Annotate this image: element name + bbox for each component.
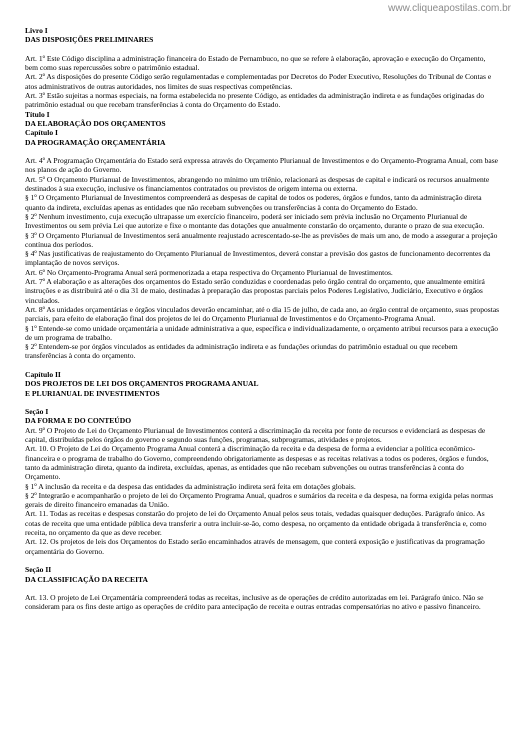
section-heading: DAS DISPOSIÇÕES PRELIMINARES [25,35,154,45]
article-paragraph: § 3º O Orçamento Plurianual de Investimentos será anualmente reajustado acrescentado-se-lhe as previsões de mais um ano, de modo a assegurar a projeção contínua dos períodos. [25,230,498,249]
section-heading: Seção I [25,407,49,417]
article-paragraph: Art. 4º A Programação Orçamentária do Estado será expressa através do Orçamento Plurianual de Investimentos e do Orçamento-Programa Anual, com base nos planos de ação do Governo. [25,156,499,175]
section-heading: Capítulo I [25,128,58,138]
paragraph-spacer [25,45,500,54]
article-paragraph: § 2º Integrarão e acompanharão o projeto de lei do Orçamento Programa Anual, quadros e sumários da receita e da despesa, na forma exigida pelas normas gerais de direito financeiro emanadas da União. [25,490,494,510]
section-heading: Livro I [25,26,48,35]
site-watermark: www.cliqueapostilas.com.br [388,3,511,14]
article-paragraph: § 4º Nas justificativas de reajustamento do Orçamento Plurianual de Investimentos, deverá constar a previsão dos gastos de funcionamento decorrentes da implantação de novos serviços. [25,249,491,268]
paragraph-spacer [25,584,500,593]
article-paragraph: Art. 6º No Orçamento-Programa Anual será pormenorizada a etapa respectiva do Orçamento Plurianual de Investimentos. [25,267,393,277]
article-paragraph: Art. 13. O projeto de Lei Orçamentária compreenderá todas as receitas, inclusive as de operações de crédito autorizadas em lei. Parágrafo único. Não se consideram para os fins deste artigo as operações de crédito para antecipação de receita e outras entradas compensatórias no ativo e passivo financeiro. [25,593,484,612]
article-paragraph: § 1º O Orçamento Plurianual de Investimentos compreenderá as despesas de capital de todos os poderes, órgãos e fundos, tanto da administração direta quanto da indireta, excluídas apenas as entidades que não recebam subvenções ou transferências à conta do Orçamento do Estado. [25,193,482,212]
section-heading: DA PROGRAMAÇÃO ORÇAMENTÁRIA [25,137,166,147]
section-heading: Capítulo II [25,369,61,379]
article-paragraph: Art. 8º As unidades orçamentárias e órgãos vinculados deverão encaminhar, até o dia 15 de julho, de cada ano, ao órgão central de orçamento, suas propostas parciais, para efeito de elaboração final dos projetos de lei do Orçamento Plurianual de Investimentos e do Orçamento-Programa Anual. [25,304,500,324]
article-paragraph: Art. 10. O Projeto de Lei do Orçamento Programa Anual conterá a discriminação da receita e da despesa de forma a evidenciar a política econômico-financeira e o programa de trabalho do Governo, compreendendo obrigatoriamente as despesas e as receitas relativas a todos os poderes, órgãos e fundos, tanto da administração direta, quanto da indireta, excluídas, apenas, as entidades que não recebam subvenções ou outras transferências à conta do Orçamento. [25,444,489,482]
article-paragraph: Art. 12. Os projetos de leis dos Orçamentos do Estado serão encaminhados através de mensagem, que conterá exposição e justificativas da programação orçamentária do Governo. [25,537,485,556]
section-heading: DA CLASSIFICAÇÃO DA RECEITA [25,574,148,584]
paragraph-spacer [25,361,500,370]
article-paragraph: Art. 9º O Projeto de Lei do Orçamento Plurianual de Investimentos conterá a discriminação da receita por fonte de recursos e evidenciará as despesas de capital, distribuídas pelos órgãos do governo e segundo suas funções, programas, subprogramas, atividades e projetos. [25,425,486,445]
section-heading: DA FORMA E DO CONTEÚDO [25,416,132,426]
section-heading: Título I [25,109,50,119]
paragraph-spacer [25,556,500,565]
article-paragraph: Art. 1º Este Código disciplina a administração financeira do Estado de Pernambuco, no que se refere à elaboração, aprovação e execução do Orçamento, bem como suas repercussões sobre o patrimônio estadual. [25,53,486,73]
paragraph-spacer [25,398,500,407]
article-paragraph: Art. 3º Estão sujeitas a normas especiais, na forma estabelecida no presente Código, as entidades da administração indireta e as fundações originadas do patrimônio estadual ou que recebam transferências à conta do Orçamento do Estado. [25,91,484,110]
section-heading: DOS PROJETOS DE LEI DOS ORÇAMENTOS PROGRAMA ANUAL [25,379,259,389]
article-paragraph: § 1º Entende-se como unidade orçamentária a unidade administrativa a que, específica e individualizadamente, o orçamento atribui recursos para a execução de um programa de trabalho. [25,323,498,342]
article-paragraph: Art. 7º A elaboração e as alterações dos orçamentos do Estado serão conduzidas e coordenadas pelo órgão central do orçamento, que anualmente emitirá instruções e as distribuirá até o dia 31 de maio, destinadas à preparação das propostas parciais pelos Poderes Legislativo, Judiciário, Executivo e órgãos vinculados. [25,277,485,305]
article-paragraph: Art. 11. Todas as receitas e despesas constarão do projeto de lei do Orçamento Anual pelos seus totais, vedadas quaisquer deduções. Parágrafo único. As cotas de receita que uma entidade pública deva transferir a outra incluir-se-ão, como despesa, no orçamento da entidade obrigada à transferência e, como receita, no orçamento da que as deve receber. [25,509,487,538]
document-page [25,26,500,612]
section-heading: DA ELABORAÇÃO DOS ORÇAMENTOS [25,118,166,128]
section-heading: E PLURIANUAL DE INVESTIMENTOS [25,388,160,398]
section-heading: Seção II [25,565,52,575]
article-paragraph: Art. 2º As disposições do presente Código serão regulamentadas e complementadas por Decretos do Poder Executivo, Resoluções do Tribunal de Contas e atos administrativos de outras autoridades, nos limites de suas respectivas competências. [25,72,492,91]
paragraph-spacer [25,147,500,156]
article-paragraph: § 2º Nenhum investimento, cuja execução ultrapasse um exercício financeiro, poderá ser iniciado sem prévia inclusão no Orçamento Plurianual de Investimentos ou sem prévia Lei que autorize e fixe o montante das dotações que anualmente constarão do orçamento, durante o prazo de sua execução. [25,211,485,231]
article-paragraph: § 2º Entendem-se por órgãos vinculados as entidades da administração indireta e as fundações oriundas do patrimônio estadual ou que recebem transferências à conta do orçamento. [25,342,458,361]
article-paragraph: § 1º A inclusão da receita e da despesa das entidades da administração indireta será feita em dotações globais. [25,481,356,491]
article-paragraph: Art. 5º O Orçamento Plurianual de Investimentos, abrangendo no mínimo um triênio, relacionará as despesas de capital e indicará os recursos anualmente destinados à sua execução, inclusive os financiamentos contratados ou previstos de origem interna ou externa. [25,174,490,194]
